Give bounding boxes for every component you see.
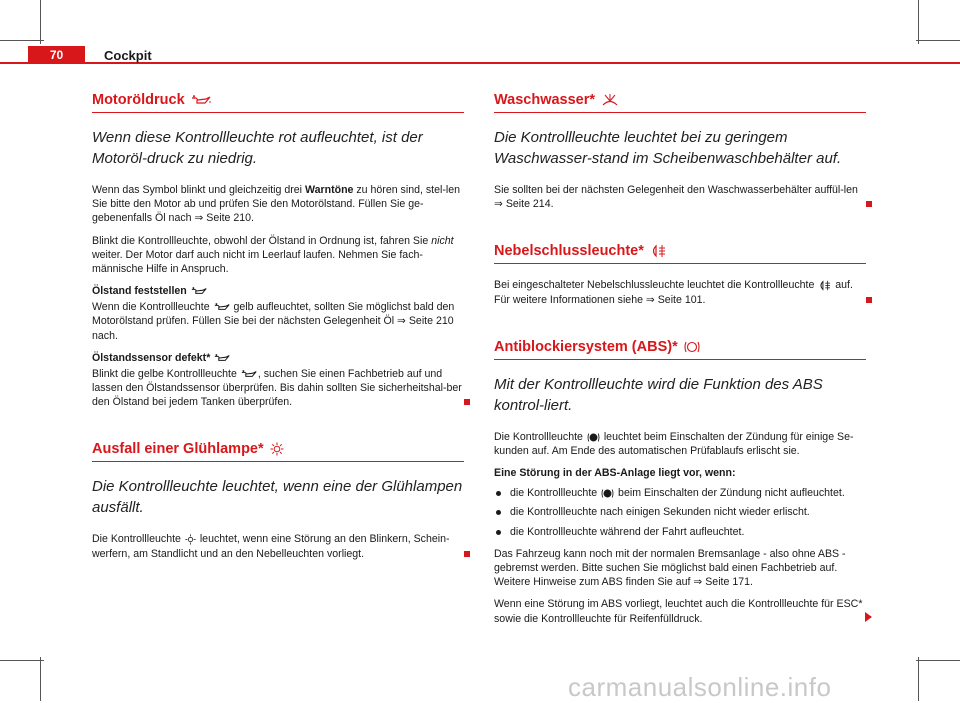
abs-icon	[601, 488, 614, 499]
lead-oil-pressure: Wenn diese Kontrollleuchte rot aufleuchtet, ist der Motoröl-druck zu niedrig.	[92, 129, 423, 167]
subhead-oil-level: Ölstand feststellen	[92, 284, 464, 298]
bulb-icon	[185, 534, 196, 545]
section-title-washer	[494, 92, 866, 113]
crop-mark	[40, 657, 41, 701]
lead-bulb-failure: Die Kontrollleuchte leuchtet, wenn eine der Glühlampen ausfällt.	[92, 478, 463, 517]
list-item: die Kontrollleuchte beim Einschalten der Zündung nicht aufleuchtet.	[494, 486, 866, 500]
paragraph-oil-level: Wenn die Kontrollleuchte gelb aufleuchtet, sollten Sie möglichst bald den Motorölstand prüfen. Füllen Sie bei der nächsten Gelegenheit Öl ⇒ Seite 210 nach.	[92, 301, 455, 342]
section-title-abs	[494, 339, 866, 360]
fog-light-icon	[818, 280, 831, 291]
section-title-text: Motoröldruck	[92, 92, 185, 108]
paragraph-blinking: Blinkt die Kontrollleuchte, obwohl der Ölstand in Ordnung ist, fahren Sie nicht weiter. Der Motor darf auch nicht im Leerlauf laufen. Nehmen Sie fach-männische Hilfe in Anspruch.	[92, 234, 454, 276]
end-square-icon	[866, 297, 872, 303]
paragraph-oil-sensor-row	[92, 367, 464, 410]
list-item: die Kontrollleuchte nach einigen Sekunden nicht wieder erlischt.	[494, 505, 866, 519]
crop-mark	[916, 40, 960, 41]
section-title-oil-pressure	[92, 92, 464, 113]
right-column	[494, 92, 866, 634]
bullet-icon	[496, 530, 501, 535]
paragraph-bulb-row	[92, 532, 464, 560]
crop-mark	[40, 0, 41, 44]
paragraph-warning-tones: Wenn das Symbol blinkt und gleichzeitig drei Warntöne zu hören sind, stel-len Sie bitte den Motor ab und prüfen Sie den Motorölstand. Füllen Sie ge-gebenenfalls Öl nach ⇒ Seite 210.	[92, 184, 461, 225]
section-title-bulb-failure	[92, 441, 464, 462]
subhead-oil-sensor: Ölstandssensor defekt*	[92, 351, 464, 365]
crop-mark	[918, 657, 919, 701]
oil-can-icon	[214, 354, 230, 362]
lead-washer: Die Kontrollleuchte leuchtet bei zu geringem Waschwasser-stand im Scheibenwaschbehälter auf.	[494, 129, 842, 167]
paragraph-fog-row	[494, 278, 866, 306]
section-title-text: Ausfall einer Glühlampe*	[92, 441, 264, 458]
paragraph-abs-esc-row	[494, 597, 866, 625]
crop-mark	[0, 40, 44, 41]
crop-mark	[916, 660, 960, 661]
paragraph-abs-intro: Die Kontrollleuchte leuchtet beim Einschalten der Zündung für einige Se-kunden auf. Am Ende des automatischen Prüfablaufs erlischt sie.	[494, 430, 854, 458]
lead-abs: Mit der Kontrollleuchte wird die Funktion des ABS kontrol-liert.	[494, 375, 823, 414]
watermark: carmanualsonline.info	[568, 672, 832, 702]
oil-can-icon	[191, 287, 207, 295]
paragraph-abs-esc: Wenn eine Störung im ABS vorliegt, leuchtet auch die Kontrollleuchte für ESC* sowie die Kontrollleuchte für Reifenfülldruck.	[494, 598, 863, 625]
bullet-icon	[496, 510, 501, 515]
page-title: Cockpit	[104, 48, 152, 63]
bullet-icon	[496, 491, 501, 496]
section-title-text: Waschwasser*	[494, 92, 596, 108]
oil-can-icon	[191, 95, 211, 105]
paragraph-abs-brakes: Das Fahrzeug kann noch mit der normalen Bremsanlage - also ohne ABS - gebremst werden. Bitte suchen Sie möglichst bald einen Fachbetrieb auf. Weitere Hinweise zum ABS finden Sie auf ⇒ Seite 171.	[494, 547, 846, 589]
paragraph-washer: Sie sollten bei der nächsten Gelegenheit den Waschwasserbehälter auffül-len ⇒ Seite 214.	[494, 184, 858, 211]
page-number: 70	[28, 46, 85, 64]
oil-can-icon	[241, 370, 257, 378]
section-title-text: Antiblockiersystem (ABS)*	[494, 338, 678, 355]
continue-arrow-icon	[865, 612, 872, 622]
end-square-icon	[866, 201, 872, 207]
end-square-icon	[464, 551, 470, 557]
abs-icon	[684, 340, 700, 354]
abs-fault-list	[494, 486, 866, 539]
washer-icon	[601, 93, 619, 107]
crop-mark	[918, 0, 919, 44]
list-item: die Kontrollleuchte während der Fahrt aufleuchtet.	[494, 525, 866, 539]
paragraph-oil-sensor: Blinkt die gelbe Kontrollleuchte , suchen Sie einen Fachbetrieb auf und lassen den Ölstandssensor überprüfen. Bis dahin sollten Sie sicherheitshal-ber den Ölstand bei jedem Tanken überprüfen.	[92, 367, 462, 409]
paragraph-washer-row	[494, 183, 866, 211]
oil-can-icon	[214, 303, 230, 311]
paragraph-fog: Bei eingeschalteter Nebelschlussleuchte leuchtet die Kontrollleuchte auf. Für weitere Informationen siehe ⇒ Seite 101.	[494, 279, 853, 306]
left-column	[92, 92, 464, 569]
subhead-abs-fault: Eine Störung in der ABS-Anlage liegt vor, wenn:	[494, 467, 736, 480]
bulb-icon	[270, 442, 284, 456]
end-square-icon	[464, 399, 470, 405]
section-title-text: Nebelschlussleuchte*	[494, 243, 644, 260]
section-title-fog	[494, 243, 866, 264]
paragraph-bulb: Die Kontrollleuchte leuchtet, wenn eine Störung an den Blinkern, Schein-werfern, am Standlicht und an den Nebelleuchten vorliegt.	[92, 533, 450, 560]
fog-light-icon	[650, 244, 666, 258]
crop-mark	[0, 660, 44, 661]
abs-icon	[587, 432, 600, 443]
